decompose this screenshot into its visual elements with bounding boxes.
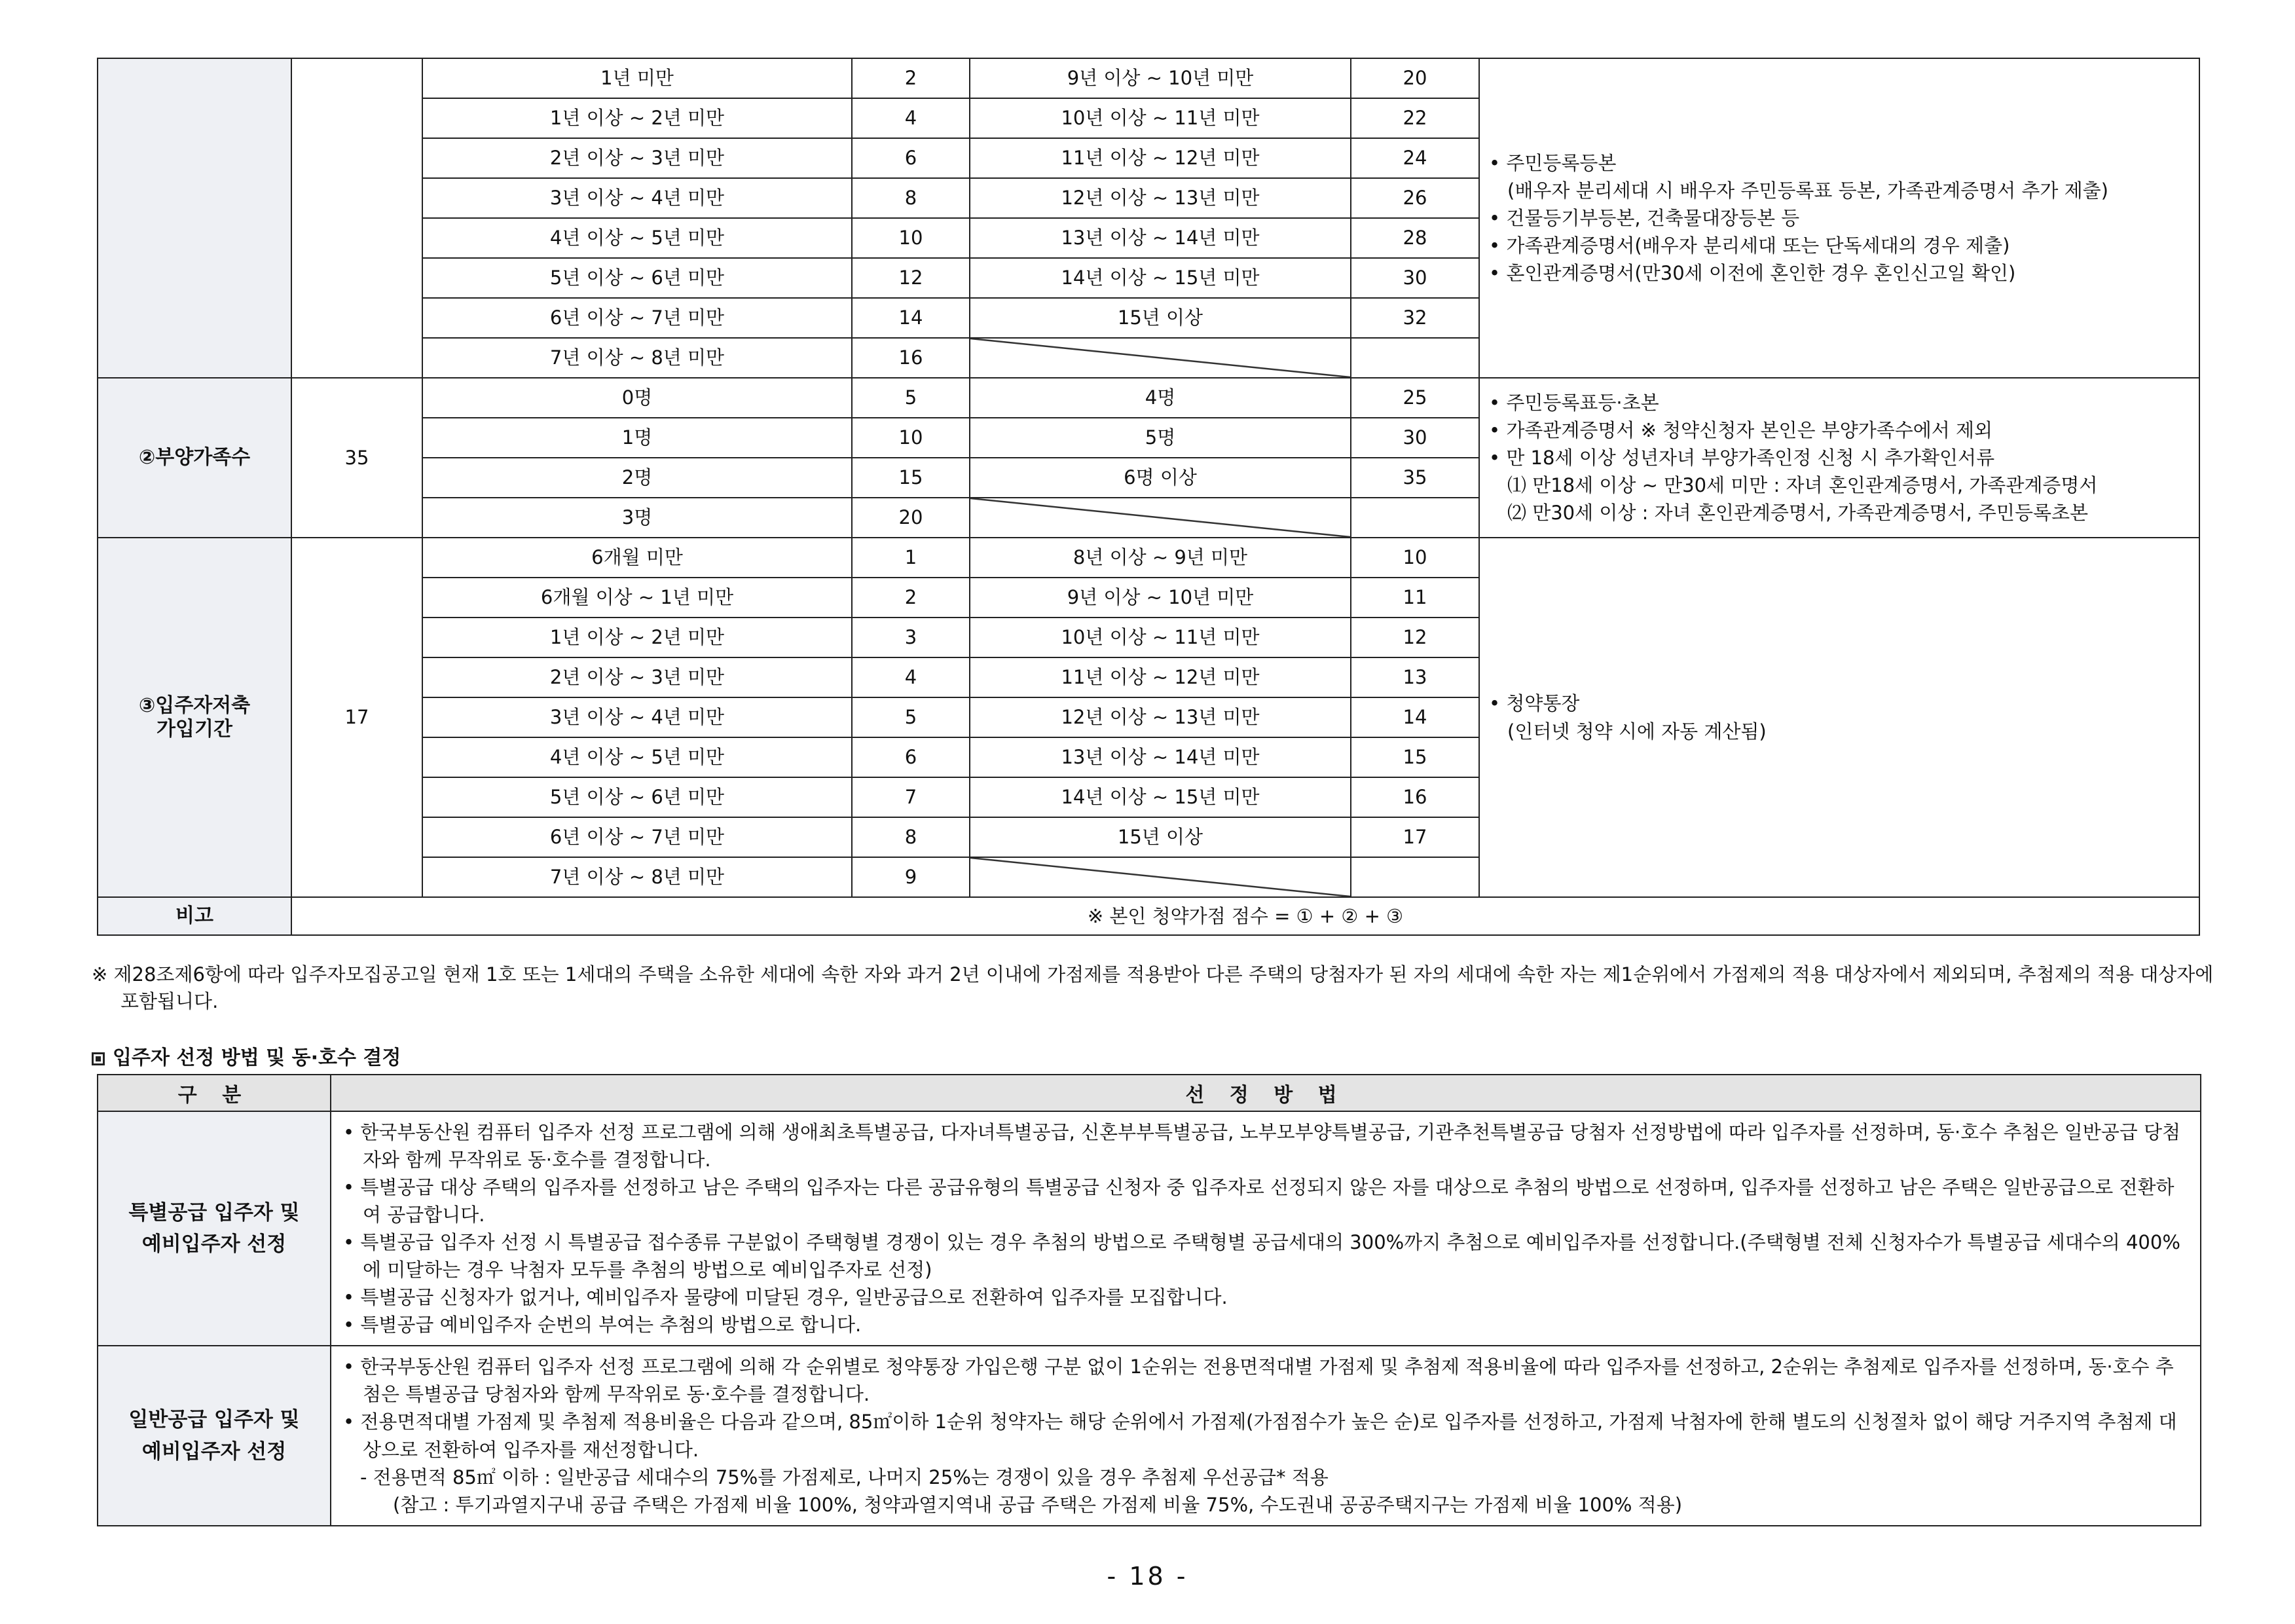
residence-max-cell <box>291 58 422 378</box>
special-supply-category <box>98 1111 331 1346</box>
period-cell: 1년 이상 ~ 2년 미만 <box>422 618 852 657</box>
doc-item: • 주민등록등본 <box>1489 149 2190 177</box>
header-row <box>98 1075 2201 1111</box>
doc-note: (배우자 분리세대 시 배우자 주민등록표 등본, 가족관계증명서 추가 제출) <box>1507 179 2108 202</box>
points-cell: 15 <box>1351 737 1479 777</box>
points-cell: 10 <box>1351 538 1479 578</box>
dependents-docs-cell <box>1479 378 2199 538</box>
points-cell: 12 <box>1351 618 1479 657</box>
savings-max-cell: 17 <box>291 538 422 897</box>
count-cell: 6명 이상 <box>970 458 1351 498</box>
doc-item: • 혼인관계증명서(만30세 이전에 혼인한 경우 혼인신고일 확인) <box>1489 259 2190 287</box>
period-cell: 2년 이상 ~ 3년 미만 <box>422 138 852 178</box>
points-cell: 3 <box>852 618 970 657</box>
savings-docs-cell <box>1479 538 2199 897</box>
points-cell: 2 <box>852 58 970 98</box>
period-cell: 7년 이상 ~ 8년 미만 <box>422 338 852 378</box>
header-method: 선 정 방 법 <box>331 1075 2201 1111</box>
period-cell: 10년 이상 ~ 11년 미만 <box>970 618 1351 657</box>
period-cell: 5년 이상 ~ 6년 미만 <box>422 258 852 298</box>
empty-slashed-cell <box>970 338 1351 378</box>
points-cell: 16 <box>852 338 970 378</box>
method-item: • 한국부동산원 컴퓨터 입주자 선정 프로그램에 의해 각 순위별로 청약통장 가입은행 구분 없이 1순위는 전용면적대별 가점제 및 추첨제 적용비율에 따라 입주자를 선정하고, 2순위는 추첨제로 입주자를 선정하며, 동·호수 추첨은 특별공급 당첨자와 함께 무작위로 동·호수를 결정합니다. <box>343 1353 2186 1408</box>
period-cell: 6개월 이상 ~ 1년 미만 <box>422 578 852 618</box>
header-category: 구 분 <box>98 1075 331 1111</box>
period-cell: 13년 이상 ~ 14년 미만 <box>970 737 1351 777</box>
points-cell: 4 <box>852 657 970 697</box>
points-cell: 20 <box>852 498 970 538</box>
period-cell: 14년 이상 ~ 15년 미만 <box>970 777 1351 817</box>
residence-docs-cell <box>1479 58 2199 378</box>
count-cell: 1명 <box>422 418 852 458</box>
category-label-line: 예비입주자 선정 <box>141 1439 287 1464</box>
dependents-row <box>98 378 2199 418</box>
count-cell: 2명 <box>422 458 852 498</box>
period-cell: 10년 이상 ~ 11년 미만 <box>970 98 1351 138</box>
period-cell: 4년 이상 ~ 5년 미만 <box>422 218 852 258</box>
category-label-line: 예비입주자 선정 <box>141 1232 287 1257</box>
points-cell: 14 <box>1351 697 1479 737</box>
count-cell: 0명 <box>422 378 852 418</box>
empty-cell <box>1351 338 1479 378</box>
square-bullet-icon <box>92 1052 105 1065</box>
points-cell: 20 <box>1351 58 1479 98</box>
doc-note: (인터넷 청약 시에 자동 계산됨) <box>1507 720 1767 743</box>
points-cell: 6 <box>852 737 970 777</box>
points-cell: 2 <box>852 578 970 618</box>
period-cell: 11년 이상 ~ 12년 미만 <box>970 138 1351 178</box>
points-cell: 7 <box>852 777 970 817</box>
points-cell: 24 <box>1351 138 1479 178</box>
empty-slashed-cell <box>970 498 1351 538</box>
period-cell: 12년 이상 ~ 13년 미만 <box>970 178 1351 218</box>
points-cell: 5 <box>852 697 970 737</box>
remark-text: ※ 본인 청약가점 점수 = ① + ② + ③ <box>291 897 2199 935</box>
period-cell: 13년 이상 ~ 14년 미만 <box>970 218 1351 258</box>
empty-slashed-cell <box>970 857 1351 897</box>
method-item: • 특별공급 예비입주자 순번의 부여는 추첨의 방법으로 합니다. <box>343 1311 2186 1338</box>
doc-item: • 주민등록표등·초본 <box>1489 389 2190 416</box>
period-cell: 2년 이상 ~ 3년 미만 <box>422 657 852 697</box>
score-table <box>97 58 2200 936</box>
doc-item: • 건물등기부등본, 건축물대장등본 등 <box>1489 204 2190 232</box>
dependents-max-cell: 35 <box>291 378 422 538</box>
period-cell: 7년 이상 ~ 8년 미만 <box>422 857 852 897</box>
period-cell: 5년 이상 ~ 6년 미만 <box>422 777 852 817</box>
method-item: • 한국부동산원 컴퓨터 입주자 선정 프로그램에 의해 생애최초특별공급, 다자녀특별공급, 신혼부부특별공급, 노부모부양특별공급, 기관추천특별공급 당첨자 선정방법에 따라 입주자를 선정하며, 동·호수 추첨은 일반공급 당첨자와 함께 무작위로 동·호수를 결정합니다. <box>343 1118 2186 1173</box>
points-cell: 11 <box>1351 578 1479 618</box>
period-cell: 6년 이상 ~ 7년 미만 <box>422 817 852 857</box>
points-cell: 30 <box>1351 418 1479 458</box>
period-cell: 1년 미만 <box>422 58 852 98</box>
period-cell: 12년 이상 ~ 13년 미만 <box>970 697 1351 737</box>
residence-row <box>98 58 2199 98</box>
doc-note: ⑵ 만30세 이상 : 자녀 혼인관계증명서, 가족관계증명서, 주민등록초본 <box>1507 502 2089 525</box>
points-cell: 4 <box>852 98 970 138</box>
savings-category-cell <box>98 538 291 897</box>
general-supply-methods <box>331 1346 2201 1525</box>
count-cell: 5명 <box>970 418 1351 458</box>
period-cell: 3년 이상 ~ 4년 미만 <box>422 178 852 218</box>
footnote: ※ 제28조제6항에 따라 입주자모집공고일 현재 1호 또는 1세대의 주택을 소유한 세대에 속한 자와 과거 2년 이내에 가점제를 적용받아 다른 주택의 당첨자가 된 자의 세대에 속한 자는 제1순위에서 가점제의 적용 대상자에서 제외되며, 추첨제의 적용 대상자에 포함됩니다. <box>92 963 2214 1013</box>
points-cell: 6 <box>852 138 970 178</box>
points-cell: 8 <box>852 817 970 857</box>
points-cell: 28 <box>1351 218 1479 258</box>
points-cell: 35 <box>1351 458 1479 498</box>
category-label-line: ③입주자저축 <box>138 693 251 717</box>
doc-item: • 가족관계증명서(배우자 분리세대 또는 단독세대의 경우 제출) <box>1489 232 2190 259</box>
doc-item: • 만 18세 이상 성년자녀 부양가족인정 신청 시 추가확인서류 <box>1489 444 2190 471</box>
points-cell: 25 <box>1351 378 1479 418</box>
points-cell: 14 <box>852 298 970 338</box>
points-cell: 9 <box>852 857 970 897</box>
points-cell: 1 <box>852 538 970 578</box>
method-item: • 특별공급 대상 주택의 입주자를 선정하고 남은 주택의 입주자는 다른 공급유형의 특별공급 신청자 중 입주자로 선정되지 않은 자를 대상으로 추첨의 방법으로 선정하며, 입주자를 선정하고 남은 주택은 일반공급으로 전환하여 공급합니다. <box>343 1173 2186 1228</box>
points-cell: 10 <box>852 218 970 258</box>
dependents-category-cell: ②부양가족수 <box>98 378 291 538</box>
period-cell: 9년 이상 ~ 10년 미만 <box>970 58 1351 98</box>
count-cell: 4명 <box>970 378 1351 418</box>
period-cell: 8년 이상 ~ 9년 미만 <box>970 538 1351 578</box>
remark-row <box>98 897 2199 935</box>
period-cell: 15년 이상 <box>970 298 1351 338</box>
points-cell: 13 <box>1351 657 1479 697</box>
general-supply-row <box>98 1346 2201 1525</box>
points-cell: 17 <box>1351 817 1479 857</box>
points-cell: 30 <box>1351 258 1479 298</box>
special-supply-row <box>98 1111 2201 1346</box>
category-label-line: 특별공급 입주자 및 <box>128 1201 300 1225</box>
period-cell: 6개월 미만 <box>422 538 852 578</box>
general-supply-category <box>98 1346 331 1525</box>
period-cell: 9년 이상 ~ 10년 미만 <box>970 578 1351 618</box>
period-cell: 14년 이상 ~ 15년 미만 <box>970 258 1351 298</box>
doc-item: • 청약통장 <box>1489 690 2190 717</box>
savings-row <box>98 538 2199 578</box>
points-cell: 10 <box>852 418 970 458</box>
empty-cell <box>1351 857 1479 897</box>
selection-method-table <box>97 1074 2201 1526</box>
period-cell: 6년 이상 ~ 7년 미만 <box>422 298 852 338</box>
period-cell: 11년 이상 ~ 12년 미만 <box>970 657 1351 697</box>
period-cell: 1년 이상 ~ 2년 미만 <box>422 98 852 138</box>
points-cell: 12 <box>852 258 970 298</box>
points-cell: 16 <box>1351 777 1479 817</box>
empty-cell <box>1351 498 1479 538</box>
method-item: • 특별공급 신청자가 없거나, 예비입주자 물량에 미달된 경우, 일반공급으로 전환하여 입주자를 모집합니다. <box>343 1283 2186 1311</box>
method-sub-item: - 전용면적 85㎡ 이하 : 일반공급 세대수의 75%를 가점제로, 나머지 25%는 경쟁이 있을 경우 추첨제 우선공급* 적용 <box>360 1466 1329 1488</box>
period-cell: 15년 이상 <box>970 817 1351 857</box>
category-label-line: 가입기간 <box>156 717 232 741</box>
points-cell: 26 <box>1351 178 1479 218</box>
section-title <box>92 1041 401 1070</box>
residence-category-cell <box>98 58 291 378</box>
remark-label: 비고 <box>98 897 291 935</box>
points-cell: 5 <box>852 378 970 418</box>
points-cell: 8 <box>852 178 970 218</box>
section-title-text: 입주자 선정 방법 및 동·호수 결정 <box>113 1046 401 1069</box>
points-cell: 22 <box>1351 98 1479 138</box>
special-supply-methods <box>331 1111 2201 1346</box>
method-note: (참고 : 투기과열지구내 공급 주택은 가점제 비율 100%, 청약과열지역내 공급 주택은 가점제 비율 75%, 수도권내 공공주택지구는 가점제 비율 100% 적용) <box>393 1493 1683 1516</box>
points-cell: 15 <box>852 458 970 498</box>
count-cell: 3명 <box>422 498 852 538</box>
doc-note: ⑴ 만18세 이상 ~ 만30세 미만 : 자녀 혼인관계증명서, 가족관계증명서 <box>1507 474 2098 497</box>
doc-item: • 가족관계증명서 ※ 청약신청자 본인은 부양가족수에서 제외 <box>1489 416 2190 444</box>
page-number: - 18 - <box>1107 1562 1188 1591</box>
points-cell: 32 <box>1351 298 1479 338</box>
period-cell: 4년 이상 ~ 5년 미만 <box>422 737 852 777</box>
method-item: • 특별공급 입주자 선정 시 특별공급 접수종류 구분없이 주택형별 경쟁이 있는 경우 추첨의 방법으로 주택형별 공급세대의 300%까지 추첨으로 예비입주자를 선정합니다.(주택형별 전체 신청자수가 특별공급 세대수의 400%에 미달하는 경우 낙첨자 모두를 추첨의 방법으로 예비입주자로 선정) <box>343 1228 2186 1283</box>
method-item: • 전용면적대별 가점제 및 추첨제 적용비율은 다음과 같으며, 85㎡이하 1순위 청약자는 해당 순위에서 가점제(가점점수가 높은 순)로 입주자를 선정하고, 가점제 낙첨자에 한해 별도의 신청절차 없이 해당 거주지역 추첨제 대상으로 전환하여 입주자를 재선정합니다. <box>343 1408 2186 1463</box>
category-label-line: 일반공급 입주자 및 <box>128 1408 300 1432</box>
period-cell: 3년 이상 ~ 4년 미만 <box>422 697 852 737</box>
